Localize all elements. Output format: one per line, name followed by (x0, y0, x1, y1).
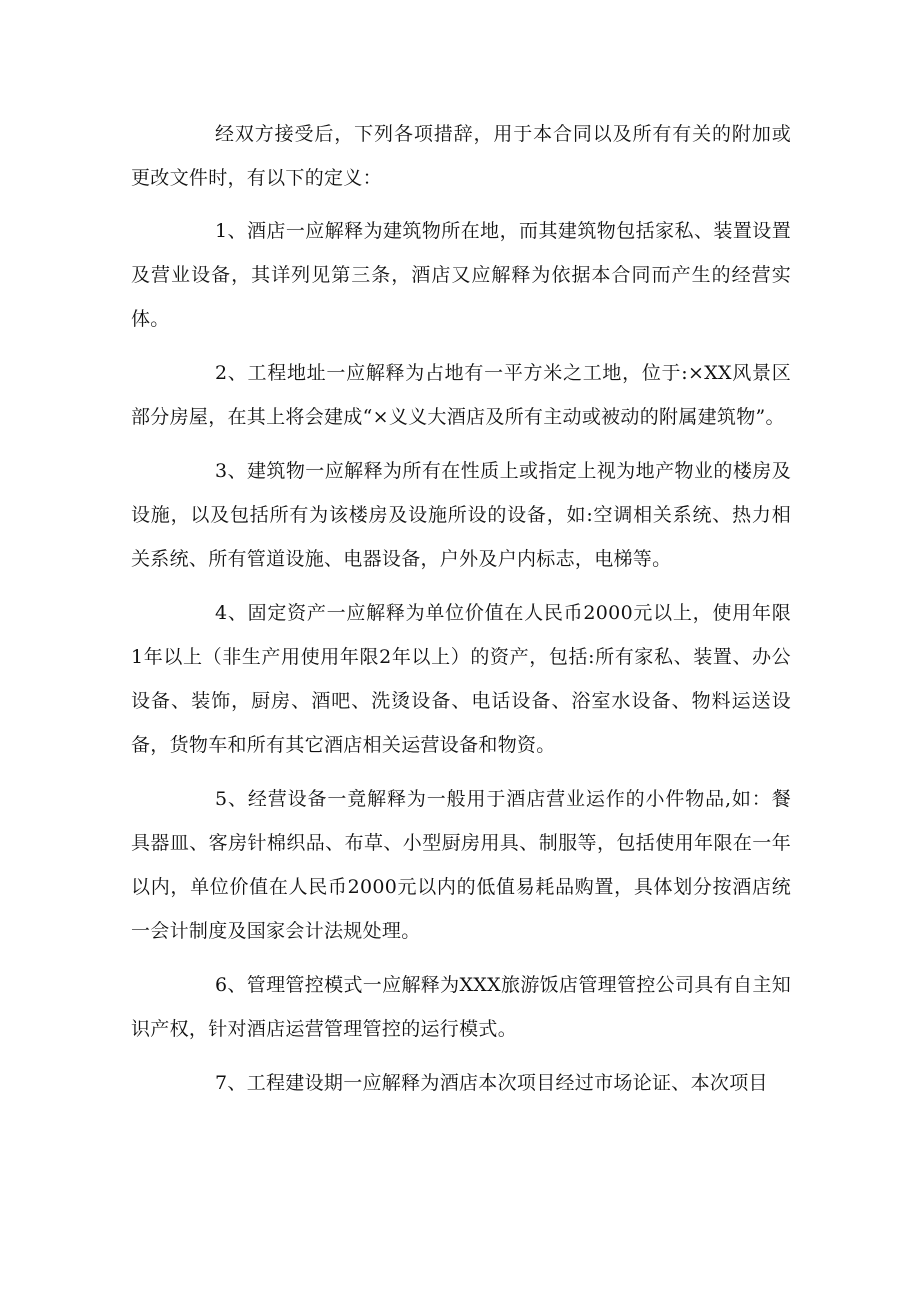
paragraph-definition-3: 3、建筑物一应解释为所有在性质上或指定上视为地产物业的楼房及设施，以及包括所有为该楼房及设施所设的设备，如:空调相关系统、热力相关系统、所有管道设施、电器设备，户外及户内标志，电梯等。 (131, 460, 791, 570)
paragraph-definition-7: 7、工程建设期一应解释为酒店本次项目经过市场论证、本次项目 (215, 1072, 768, 1094)
paragraph-definition-1: 1、酒店一应解释为建筑物所在地，而其建筑物包括家私、装置设置及营业设备，其详列见第三条，酒店又应解释为依据本合同而产生的经营实体。 (131, 220, 791, 330)
paragraph-intro: 经双方接受后，下列各项措辞，用于本合同以及所有有关的附加或更改文件时，有以下的定义： (131, 123, 791, 189)
document-body (131, 112, 791, 1115)
paragraph-definition-5: 5、经营设备一竟解释为一般用于酒店营业运作的小件物品,如：餐具器皿、客房针棉织品、布草、小型厨房用具、制服等，包括使用年限在一年以内，单位价值在人民币2000元以内的低值易耗品购置，具体划分按酒店统一会计制度及国家会计法规处理。 (131, 788, 791, 942)
paragraph-definition-2: 2、工程地址一应解释为占地有一平方米之工地，位于:×XX风景区部分房屋，在其上将会建成“×义义大酒店及所有主动或被动的附属建筑物”。 (131, 362, 791, 428)
paragraph-definition-6: 6、管理管控模式一应解释为XXX旅游饭店管理管控公司具有自主知识产权，针对酒店运营管理管控的运行模式。 (131, 974, 791, 1040)
paragraph-definition-4: 4、固定资产一应解释为单位价值在人民币2000元以上，使用年限1年以上（非生产用使用年限2年以上）的资产，包括:所有家私、装置、办公设备、装饰，厨房、酒吧、洗烫设备、电话设备、浴室水设备、物料运送设备，货物车和所有其它酒店相关运营设备和物资。 (131, 602, 791, 756)
